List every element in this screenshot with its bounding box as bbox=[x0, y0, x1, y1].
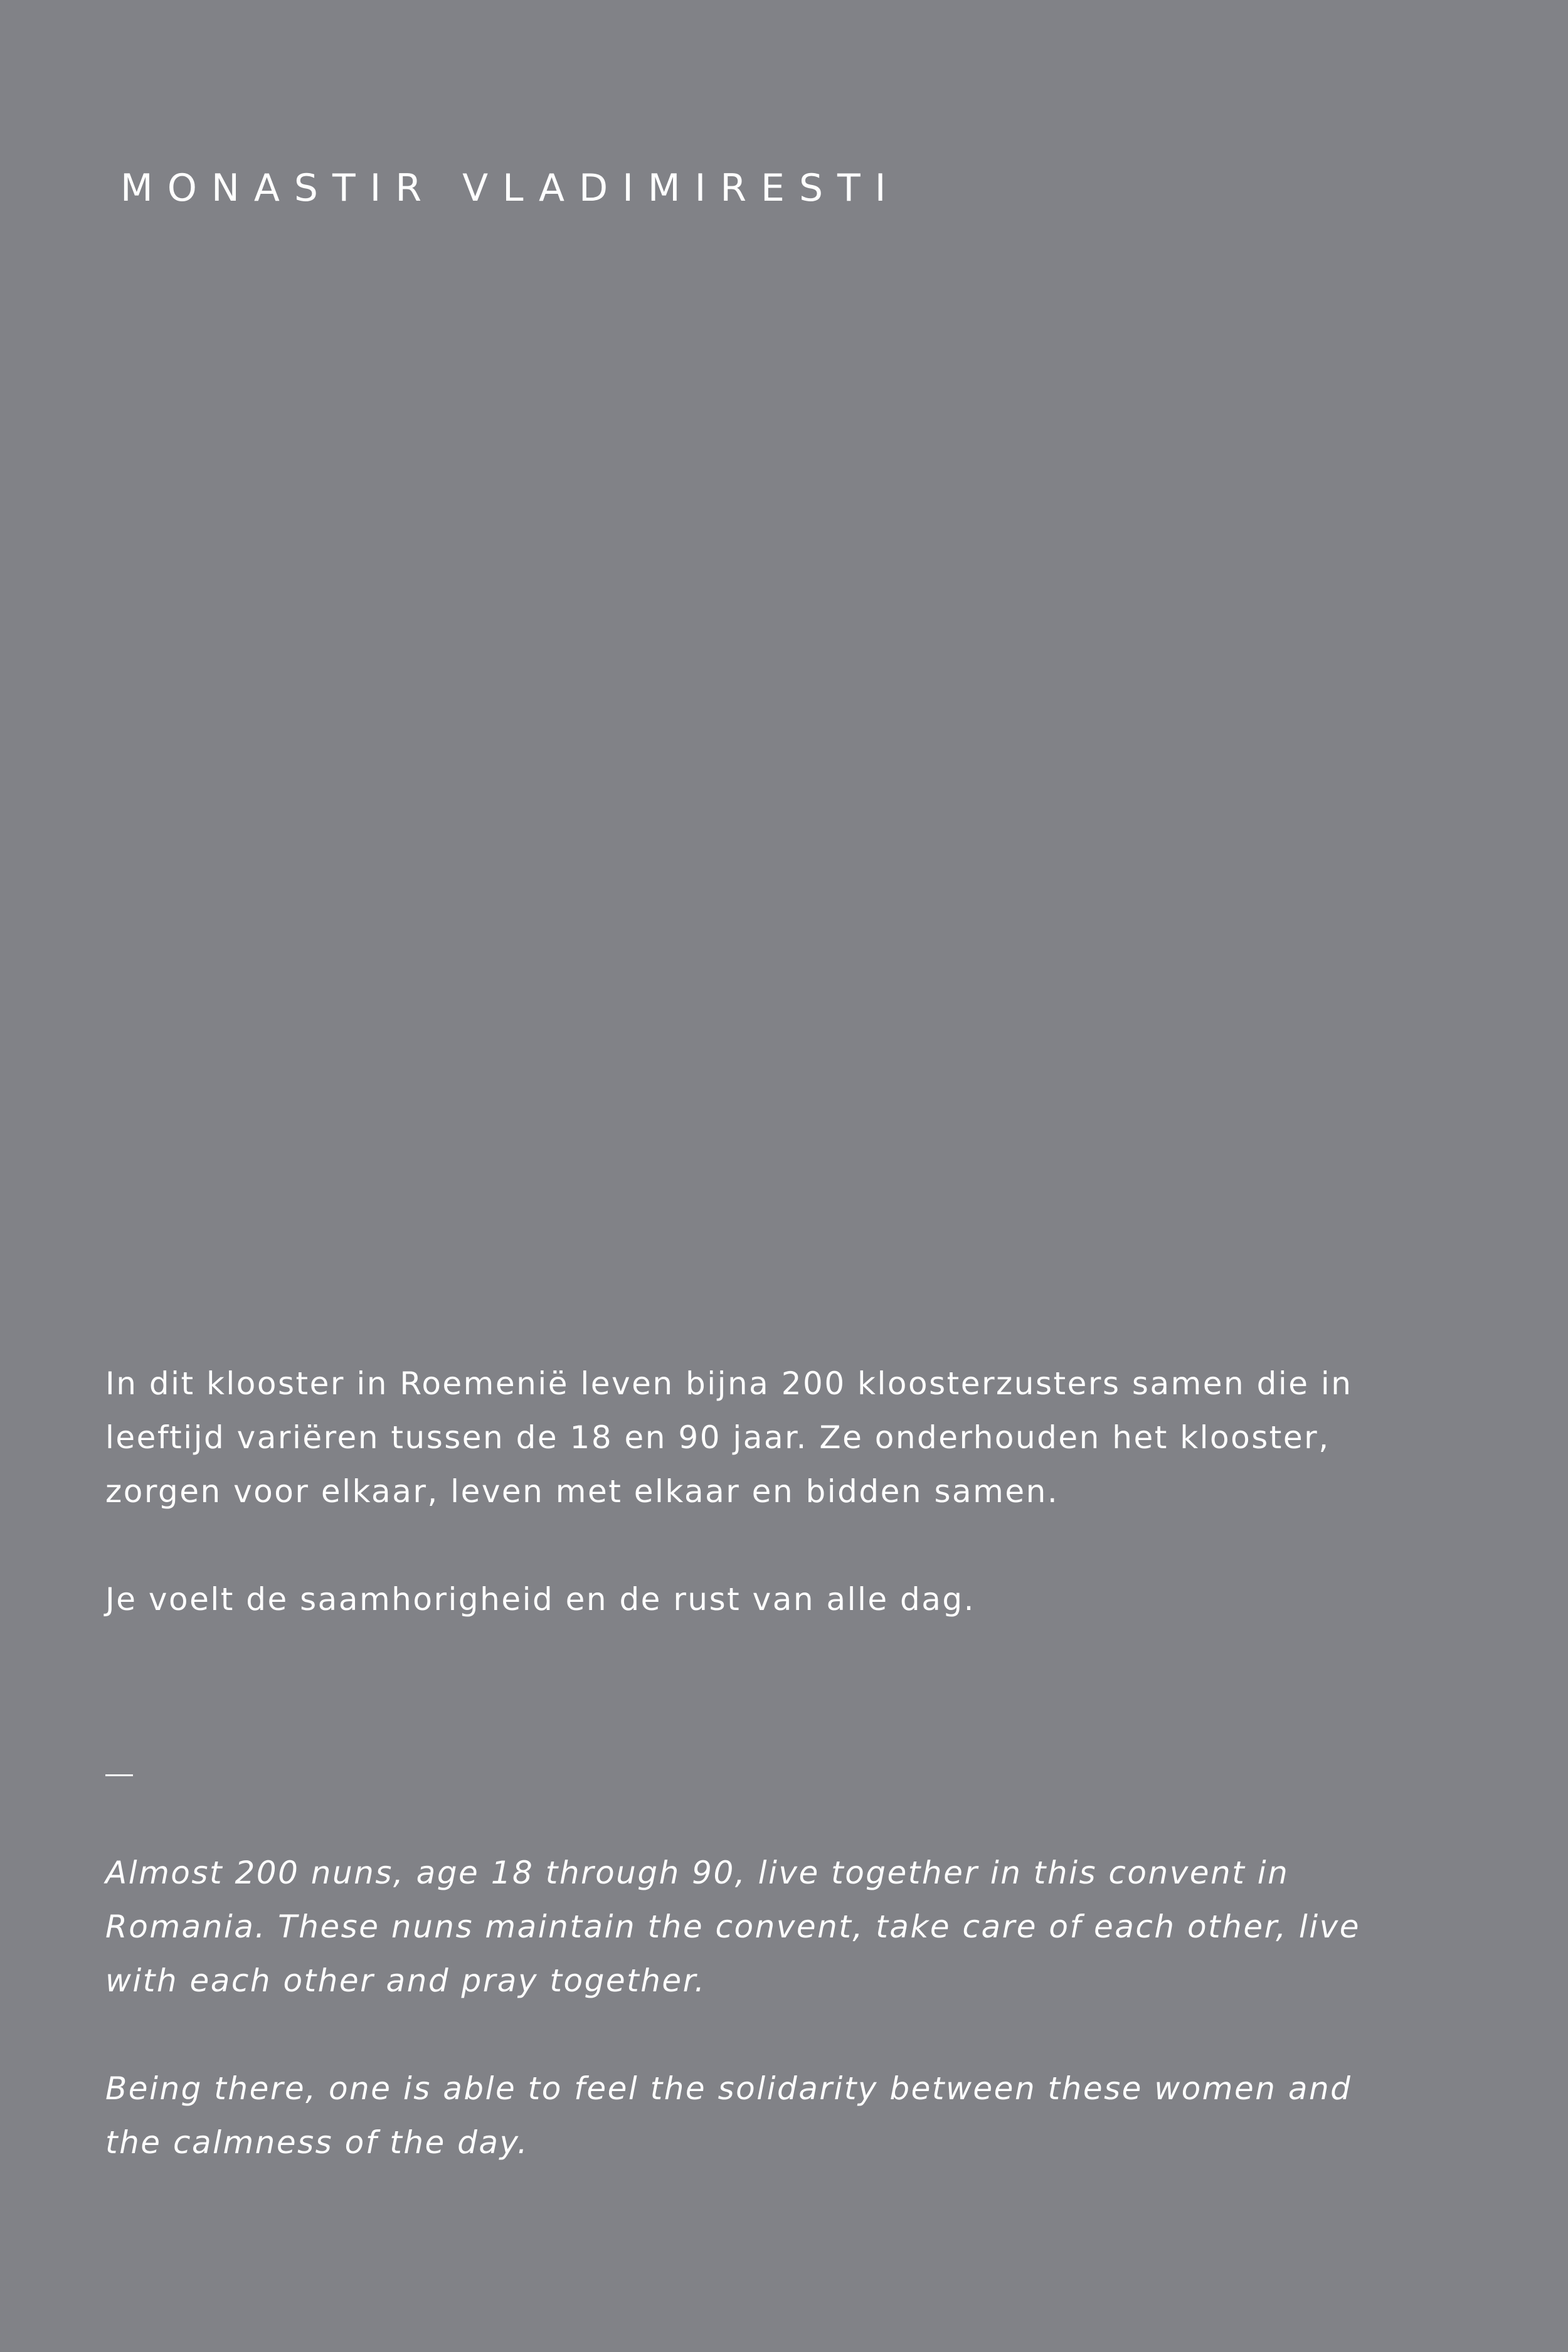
dutch-line: In dit klooster in Roemenië leven bijna 200 kloosterzusters samen die in bbox=[105, 1365, 1353, 1402]
english-line: Being there, one is able to feel the solidarity between these women and bbox=[105, 2070, 1352, 2107]
english-line: Romania. These nuns maintain the convent, take care of each other, live bbox=[105, 1909, 1360, 1945]
page-title: MONASTIR VLADIMIRESTI bbox=[120, 166, 901, 210]
paragraph-gap bbox=[105, 2008, 1485, 2062]
dutch-line: zorgen voor elkaar, leven met elkaar en bidden samen. bbox=[105, 1473, 1059, 1510]
paragraph-gap bbox=[105, 1518, 1485, 1572]
english-line: Almost 200 nuns, age 18 through 90, live together in this convent in bbox=[105, 1855, 1290, 1891]
english-text bbox=[105, 1846, 1485, 2169]
dutch-line: Je voelt de saamhorigheid en de rust van alle dag. bbox=[105, 1581, 976, 1618]
english-line: the calmness of the day. bbox=[105, 2124, 529, 2161]
section-divider bbox=[105, 1774, 133, 1776]
dutch-line: leeftijd variëren tussen de 18 en 90 jaar. Ze onderhouden het klooster, bbox=[105, 1419, 1330, 1456]
english-line: with each other and pray together. bbox=[105, 1963, 706, 1999]
dutch-text bbox=[105, 1357, 1485, 1626]
